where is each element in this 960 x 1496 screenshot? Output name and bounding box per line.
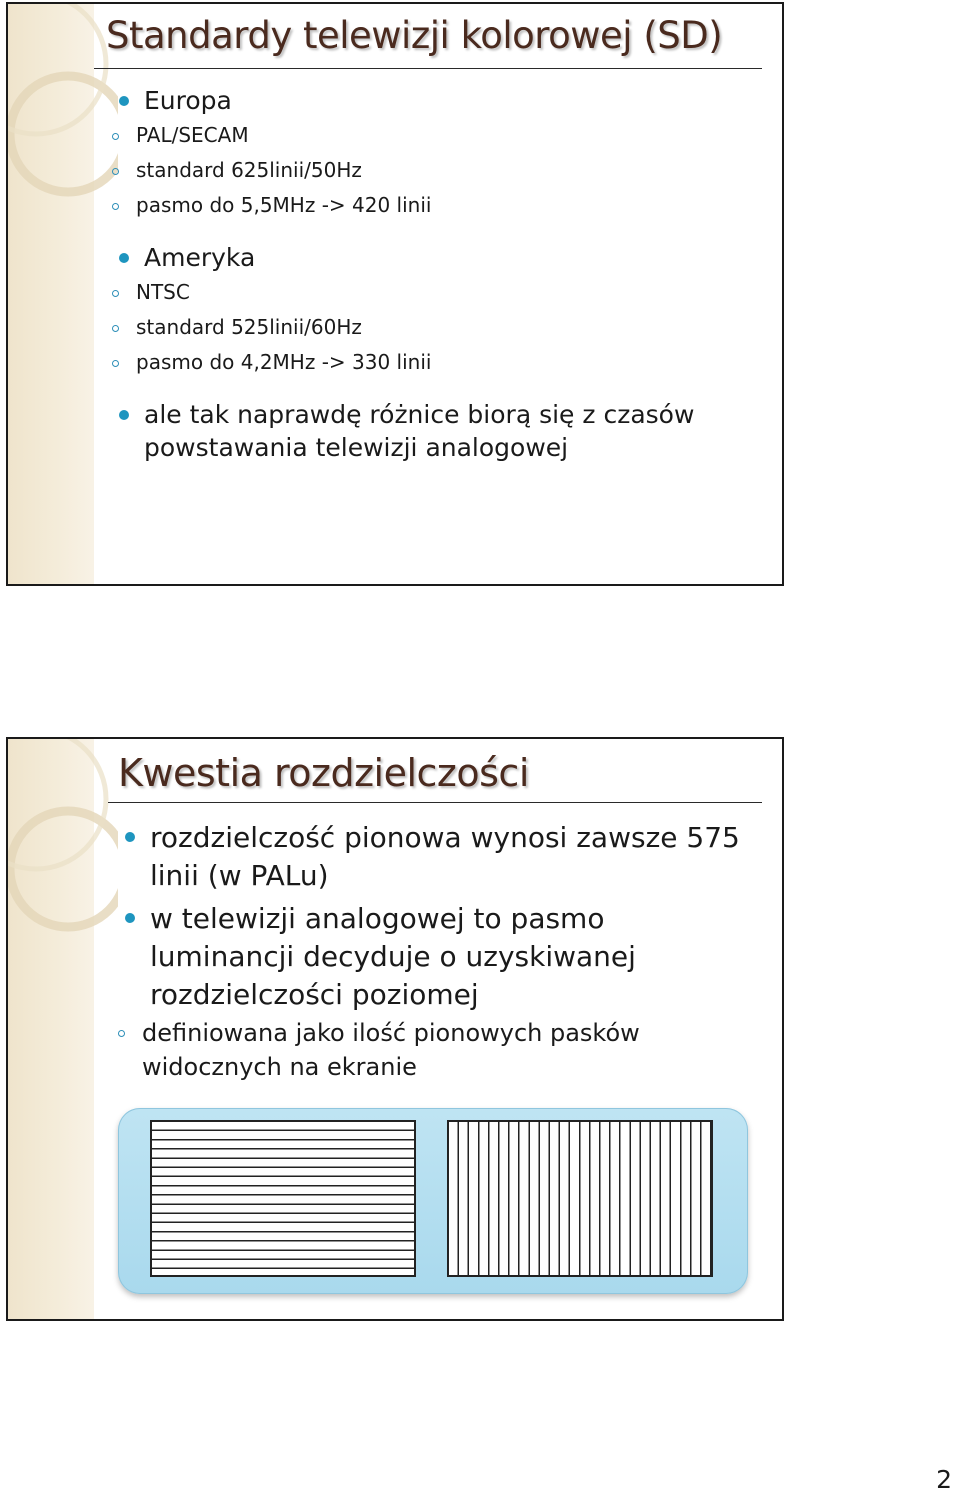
decorative-swirl bbox=[8, 739, 118, 979]
horizontal-lines-grid bbox=[150, 1120, 416, 1277]
title-divider bbox=[94, 68, 762, 69]
europe-section bbox=[110, 84, 750, 223]
lines-diagram bbox=[118, 1108, 748, 1294]
america-section bbox=[110, 241, 750, 380]
slide-1 bbox=[6, 2, 784, 586]
bullet-europe: Europa bbox=[110, 84, 750, 117]
bullet-america: Ameryka bbox=[110, 241, 750, 274]
slide-2 bbox=[6, 737, 784, 1321]
sub-bullet: pasmo do 5,5MHz -> 420 linii bbox=[110, 188, 750, 223]
decorative-swirl bbox=[8, 4, 118, 244]
sub-bullet: pasmo do 4,2MHz -> 330 linii bbox=[110, 345, 750, 380]
sublist bbox=[116, 1016, 756, 1084]
slide-title: Standardy telewizji kolorowej (SD) bbox=[106, 14, 723, 57]
slide-content bbox=[116, 819, 756, 1084]
sub-bullet: standard 625linii/50Hz bbox=[110, 153, 750, 188]
page-number: 2 bbox=[936, 1465, 952, 1494]
sub-bullet: standard 525linii/60Hz bbox=[110, 310, 750, 345]
europe-sublist bbox=[110, 118, 750, 223]
sub-bullet: NTSC bbox=[110, 275, 750, 310]
america-sublist bbox=[110, 275, 750, 380]
slide-content bbox=[110, 84, 750, 464]
vertical-lines-grid bbox=[447, 1120, 713, 1277]
sub-bullet: PAL/SECAM bbox=[110, 118, 750, 153]
bullet-vertical-resolution: rozdzielczość pionowa wynosi zawsze 575 linii (w PALu) bbox=[116, 819, 756, 895]
bullet-horizontal-resolution: w telewizji analogowej to pasmo luminancji decyduje o uzyskiwanej rozdzielczości poziomej bbox=[116, 900, 756, 1014]
slide-title: Kwestia rozdzielczości bbox=[118, 751, 529, 795]
title-divider bbox=[108, 802, 762, 803]
note-section bbox=[110, 398, 750, 464]
bullet-note: ale tak naprawdę różnice biorą się z czasów powstawania telewizji analogowej bbox=[110, 398, 750, 464]
sub-bullet: definiowana jako ilość pionowych pasków widocznych na ekranie bbox=[116, 1016, 756, 1084]
